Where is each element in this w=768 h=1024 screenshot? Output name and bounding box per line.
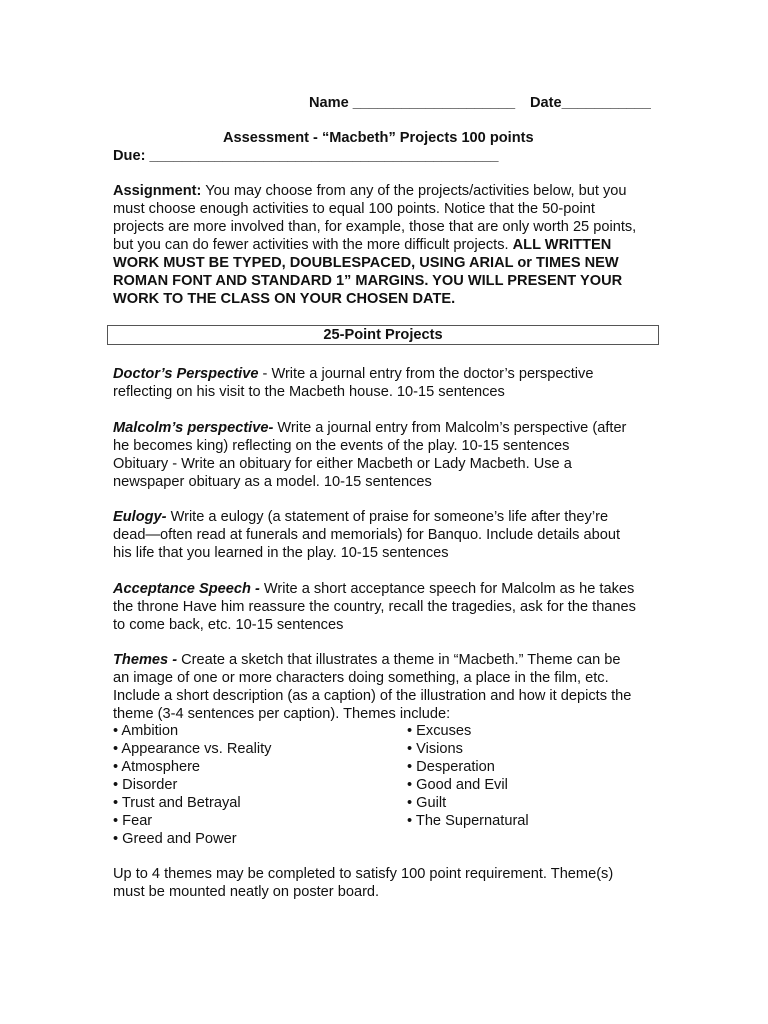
list-item: • Trust and Betrayal (113, 795, 241, 811)
list-item: • Greed and Power (113, 831, 237, 847)
list-item: • Guilt (407, 795, 447, 811)
themes-project-line-2: an image of one or more characters doing something, a place in the film, etc. (113, 670, 609, 686)
list-item: • Desperation (407, 759, 495, 775)
list-item: • Visions (407, 741, 463, 757)
malcolm-project-title: Malcolm’s perspective- (113, 420, 274, 436)
obituary-project-line-1: Obituary - Write an obituary for either Macbeth or Lady Macbeth. Use a (113, 456, 572, 472)
list-item: • Appearance vs. Reality (113, 741, 272, 757)
themes-list-left (113, 722, 271, 848)
eulogy-project-title: Eulogy- (113, 509, 167, 525)
themes-project-line-1: Themes - Create a sketch that illustrates a theme in “Macbeth.” Theme can be (113, 652, 621, 668)
list-item: • Disorder (113, 777, 178, 793)
themes-list-right (407, 722, 529, 830)
acceptance-project-line-3: to come back, etc. 10-15 sentences (113, 617, 344, 633)
assignment-bold-line-2: WORK MUST BE TYPED, DOUBLESPACED, USING ARIAL or TIMES NEW (113, 255, 619, 271)
assignment-line-3: projects are more involved than, for example, those that are only worth 25 points, (113, 219, 637, 235)
malcolm-project-line-2: he becomes king) reflecting on the events of the play. 10-15 sentences (113, 438, 570, 454)
assignment-bold-line-3: ROMAN FONT AND STANDARD 1” MARGINS. YOU WILL PRESENT YOUR (113, 273, 623, 289)
list-item: • Excuses (407, 723, 472, 739)
list-item: • The Supernatural (407, 813, 529, 829)
themes-project-title: Themes - (113, 652, 178, 668)
assignment-label: Assignment: (113, 183, 202, 199)
name-field: Name ____________________ (309, 95, 516, 111)
eulogy-project-line-1: Eulogy- Write a eulogy (a statement of praise for someone’s life after they’re (113, 509, 609, 525)
assignment-line-1: Assignment: You may choose from any of the projects/activities below, but you (113, 183, 627, 199)
themes-project-line-3: Include a short description (as a caption) of the illustration and how it depicts the (113, 688, 632, 704)
list-item: • Ambition (113, 723, 179, 739)
assignment-line-2: must choose enough activities to equal 100 points. Notice that the 50-point (113, 201, 595, 217)
themes-note-line-2: must be mounted neatly on poster board. (113, 884, 380, 900)
document-title: Assessment - “Macbeth” Projects 100 points (223, 130, 534, 146)
acceptance-project-line-2: the throne Have him reassure the country, recall the tragedies, ask for the thanes (113, 599, 636, 615)
date-field: Date___________ (530, 95, 651, 111)
assignment-line-4: but you can do fewer activities with the more difficult projects. ALL WRITTEN (113, 237, 612, 253)
section-heading-box: 25-Point Projects (107, 325, 659, 345)
themes-project-line-4: theme (3-4 sentences per caption). Themes include: (113, 706, 451, 722)
doctor-project-line-2: reflecting on his visit to the Macbeth house. 10-15 sentences (113, 384, 505, 400)
acceptance-project-line-1: Acceptance Speech - Write a short acceptance speech for Malcolm as he takes (113, 581, 635, 597)
assignment-bold-line-4: WORK TO THE CLASS ON YOUR CHOSEN DATE. (113, 291, 456, 307)
malcolm-project-line-1: Malcolm’s perspective- Write a journal entry from Malcolm’s perspective (after (113, 420, 627, 436)
due-field: Due: ___________________________________________ (113, 148, 499, 164)
list-item: • Fear (113, 813, 153, 829)
doctor-project-title: Doctor’s Perspective (113, 366, 259, 382)
eulogy-project-line-3: his life that you learned in the play. 10-15 sentences (113, 545, 449, 561)
doctor-project-line-1: Doctor’s Perspective - Write a journal entry from the doctor’s perspective (113, 366, 594, 382)
themes-note-line-1: Up to 4 themes may be completed to satisfy 100 point requirement. Theme(s) (113, 866, 614, 882)
list-item: • Good and Evil (407, 777, 508, 793)
obituary-project-line-2: newspaper obituary as a model. 10-15 sentences (113, 474, 432, 490)
list-item: • Atmosphere (113, 759, 201, 775)
acceptance-project-title: Acceptance Speech - (113, 581, 260, 597)
eulogy-project-line-2: dead—often read at funerals and memorials) for Banquo. Include details about (113, 527, 621, 543)
